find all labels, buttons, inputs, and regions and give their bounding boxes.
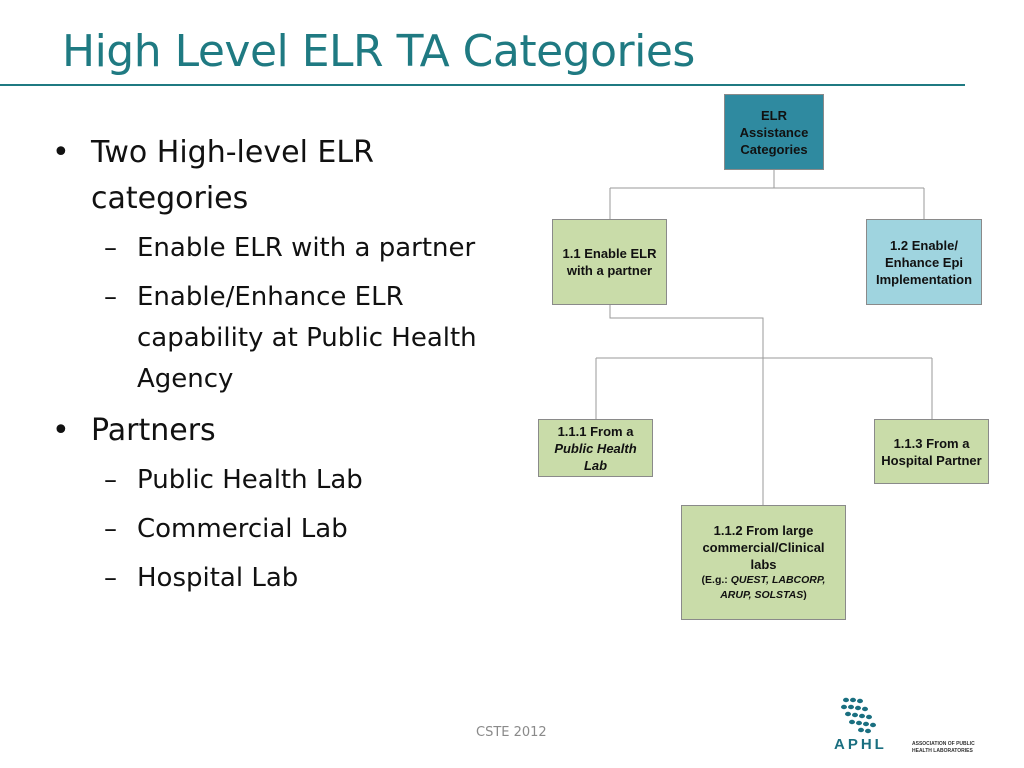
bullet-marker: • <box>52 413 70 448</box>
node-text: 1.1 Enable ELR <box>562 246 657 261</box>
node-text: commercial/Clinical <box>702 540 825 555</box>
node-from-commercial-labs <box>681 505 846 620</box>
aphl-logo-mark-icon <box>834 694 880 736</box>
node-text: labs <box>750 557 777 572</box>
bullet-marker: • <box>52 135 70 170</box>
sub-bullet-marker: – <box>104 514 117 544</box>
bullet-text: Partners <box>91 413 216 448</box>
node-text: Assistance <box>739 124 809 140</box>
sub-bullet-text: Hospital Lab <box>137 563 299 593</box>
node-enable-enhance-epi <box>866 219 982 305</box>
aphl-logo <box>834 694 976 760</box>
example-prefix: (E.g.: <box>701 574 731 586</box>
sub-bullet-marker: – <box>104 282 117 312</box>
sub-bullet-text: Enable ELR with a partner <box>137 233 476 263</box>
sub-bullet-marker: – <box>104 233 117 263</box>
node-example <box>702 573 826 588</box>
node-text: Categories <box>740 141 808 157</box>
node-text-italic: Public Health <box>554 440 637 456</box>
node-text: with a partner <box>566 263 653 278</box>
bullet-text: Two High-level ELR categories <box>91 135 374 216</box>
node-text: 1.1.2 From large <box>713 523 814 538</box>
node-elr-assistance-categories <box>724 94 824 170</box>
sub-bullet-marker: – <box>104 465 117 495</box>
node-text: Implementation <box>875 271 973 287</box>
example-suffix: ) <box>803 589 807 601</box>
sub-bullet-text: Enable/Enhance ELR capability at Public Health Agency <box>137 282 477 394</box>
sub-bullet-text: Public Health Lab <box>137 465 363 495</box>
node-text: 1.2 Enable/ <box>890 237 958 253</box>
logo-wordmark: APHL <box>834 736 887 753</box>
example-items: ARUP, SOLSTAS <box>720 589 804 601</box>
node-enable-elr-with-partner <box>552 219 667 305</box>
node-text: Enhance Epi <box>884 254 964 270</box>
node-text: Hospital Partner <box>881 452 982 468</box>
node-text: ELR <box>761 107 787 123</box>
example-items: QUEST, LABCORP, <box>730 574 826 586</box>
node-example <box>720 588 807 603</box>
node-text-italic: Lab <box>583 457 608 473</box>
logo-subtitle: ASSOCIATION OF PUBLIC HEALTH LABORATORIES <box>912 741 975 754</box>
slide-title: High Level ELR TA Categories <box>62 26 695 77</box>
sub-bullet-marker: – <box>104 563 117 593</box>
node-from-public-health-lab <box>538 419 653 477</box>
node-text: 1.1.1 From a <box>557 423 634 439</box>
node-text: 1.1.3 From a <box>893 435 970 451</box>
slide-footer: CSTE 2012 <box>476 725 547 740</box>
sub-bullet-text: Commercial Lab <box>137 514 348 544</box>
node-from-hospital-partner <box>874 419 989 484</box>
